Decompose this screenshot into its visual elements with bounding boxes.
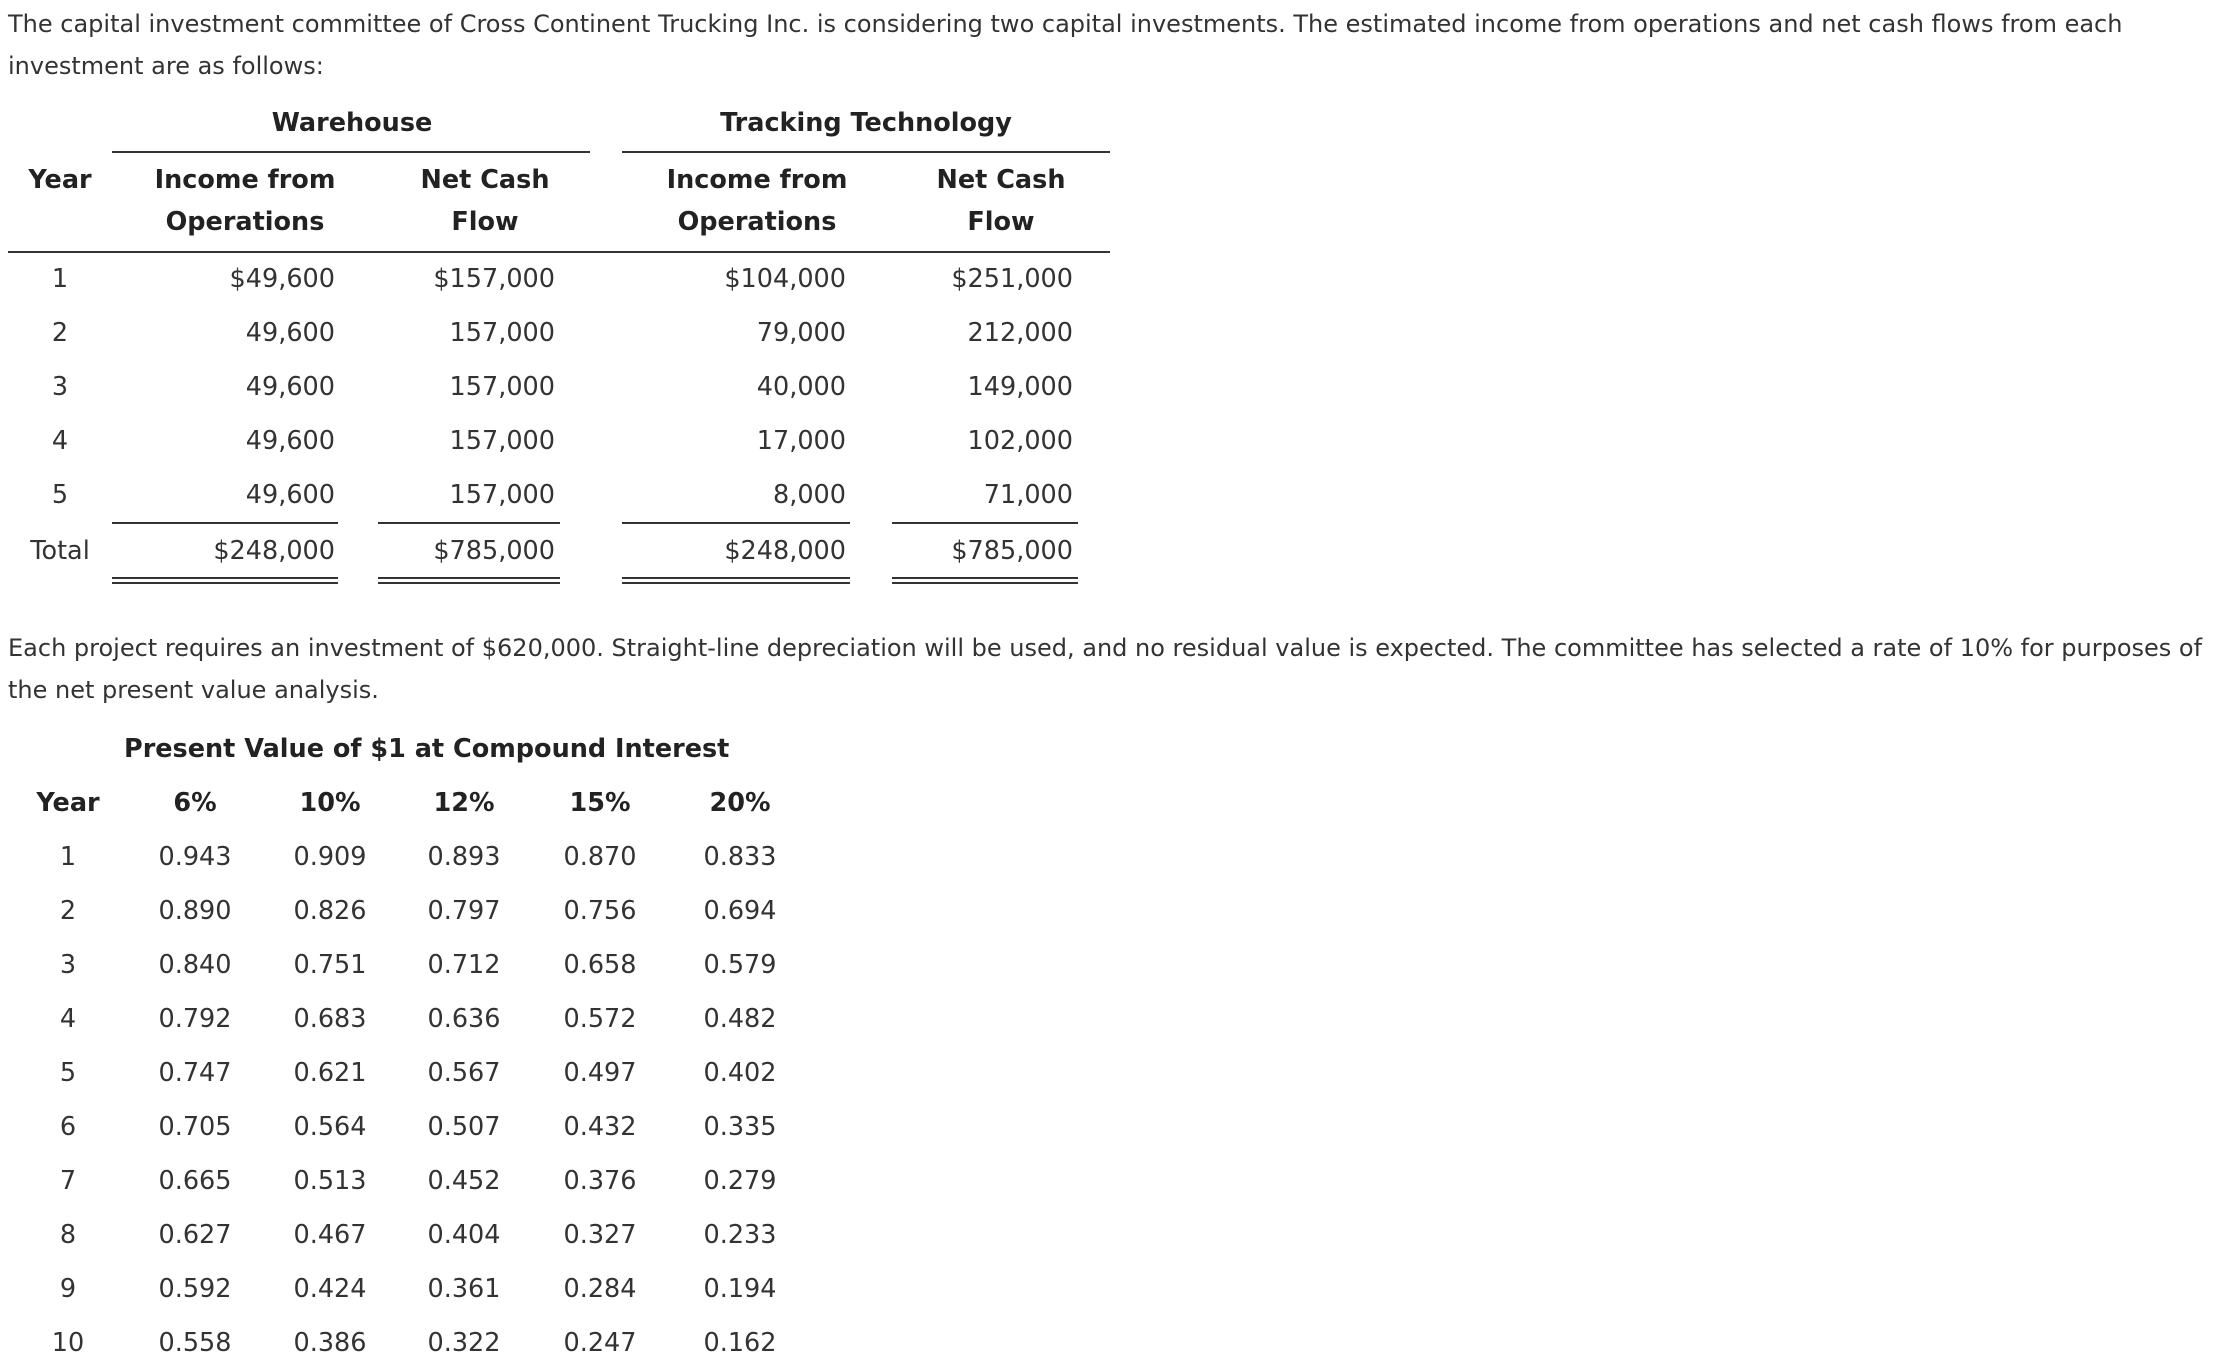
- pv-row-3-20pct: 0.579: [703, 950, 777, 980]
- row-1-t-income: $104,000: [724, 264, 846, 294]
- row-5-w-income: 49,600: [245, 480, 335, 510]
- row-4-w-cash: 157,000: [449, 426, 555, 456]
- pv-row-4-10pct: 0.683: [293, 1004, 367, 1034]
- pv-row-4-20pct: 0.482: [703, 1004, 777, 1034]
- pv-row-1-12pct: 0.893: [427, 842, 501, 872]
- pv-row-6-10pct: 0.564: [293, 1112, 367, 1142]
- pv-row-8-year: 8: [59, 1220, 77, 1250]
- pv-header-rate-15: 15%: [569, 788, 631, 818]
- pv-row-6-15pct: 0.432: [563, 1112, 637, 1142]
- pv-row-7-year: 7: [59, 1166, 77, 1196]
- pv-row-2-12pct: 0.797: [427, 896, 501, 926]
- pv-row-8-15pct: 0.327: [563, 1220, 637, 1250]
- pv-row-3-12pct: 0.712: [427, 950, 501, 980]
- row-3-w-cash: 157,000: [449, 372, 555, 402]
- pv-row-2-20pct: 0.694: [703, 896, 777, 926]
- tracking-rule: [622, 151, 1110, 153]
- pv-row-6-12pct: 0.507: [427, 1112, 501, 1142]
- pv-row-4-12pct: 0.636: [427, 1004, 501, 1034]
- header-rule: [8, 251, 1110, 253]
- pv-row-1-year: 1: [59, 842, 77, 872]
- pv-row-10-year: 10: [51, 1328, 85, 1358]
- subtotal-rule-t-income: [622, 522, 850, 524]
- pv-row-8-10pct: 0.467: [293, 1220, 367, 1250]
- pv-row-2-15pct: 0.756: [563, 896, 637, 926]
- row-3-w-income: 49,600: [245, 372, 335, 402]
- intro-paragraph: The capital investment committee of Cross Continent Trucking Inc. is considering two capital investments. The estimated income from operations and net cash flows from each investment are as follows:: [8, 10, 2123, 80]
- pv-row-5-year: 5: [59, 1058, 77, 1088]
- header-w-income-2: Operations: [165, 207, 325, 237]
- pv-row-7-6pct: 0.665: [158, 1166, 232, 1196]
- pv-header-rate-6: 6%: [173, 788, 217, 818]
- pv-row-8-6pct: 0.627: [158, 1220, 232, 1250]
- pv-row-1-15pct: 0.870: [563, 842, 637, 872]
- row-1-year: 1: [51, 264, 69, 294]
- pv-row-7-10pct: 0.513: [293, 1166, 367, 1196]
- row-3-t-income: 40,000: [756, 372, 846, 402]
- pv-row-10-15pct: 0.247: [563, 1328, 637, 1358]
- subtotal-rule-w-income: [112, 522, 338, 524]
- header-w-income-1: Income from: [154, 165, 336, 195]
- pv-row-8-12pct: 0.404: [427, 1220, 501, 1250]
- header-t-income-2: Operations: [677, 207, 837, 237]
- warehouse-rule: [112, 151, 590, 153]
- pv-row-7-15pct: 0.376: [563, 1166, 637, 1196]
- header-t-cash-1: Net Cash: [936, 165, 1066, 195]
- row-1-w-income: $49,600: [229, 264, 335, 294]
- row-5-t-income: 8,000: [772, 480, 846, 510]
- pv-row-5-12pct: 0.567: [427, 1058, 501, 1088]
- row-1-t-cash: $251,000: [951, 264, 1073, 294]
- group-header-warehouse: Warehouse: [271, 108, 433, 138]
- total-double-rule-t-cash: [892, 577, 1078, 584]
- pv-row-1-20pct: 0.833: [703, 842, 777, 872]
- pv-row-9-6pct: 0.592: [158, 1274, 232, 1304]
- pv-row-7-20pct: 0.279: [703, 1166, 777, 1196]
- pv-row-9-12pct: 0.361: [427, 1274, 501, 1304]
- pv-row-8-20pct: 0.233: [703, 1220, 777, 1250]
- pv-row-5-10pct: 0.621: [293, 1058, 367, 1088]
- header-year: Year: [28, 165, 92, 195]
- pv-header-rate-12: 12%: [433, 788, 495, 818]
- assumptions-paragraph: Each project requires an investment of $620,000. Straight-line depreciation will be used, and no residual value is expected. The committee has selected a rate of 10% for purposes of the net present value analysis.: [8, 634, 2203, 704]
- pv-row-9-15pct: 0.284: [563, 1274, 637, 1304]
- total-double-rule-w-cash: [378, 577, 560, 584]
- header-t-cash-2: Flow: [967, 207, 1035, 237]
- total-double-rule-w-income: [112, 577, 338, 584]
- total-label: Total: [30, 536, 90, 566]
- group-header-tracking: Tracking Technology: [720, 108, 1012, 138]
- total-double-rule-t-income: [622, 577, 850, 584]
- row-4-t-income: 17,000: [756, 426, 846, 456]
- pv-row-10-20pct: 0.162: [703, 1328, 777, 1358]
- row-2-t-cash: 212,000: [967, 318, 1073, 348]
- pv-row-9-year: 9: [59, 1274, 77, 1304]
- row-2-t-income: 79,000: [756, 318, 846, 348]
- row-2-w-cash: 157,000: [449, 318, 555, 348]
- subtotal-rule-w-cash: [378, 522, 560, 524]
- row-3-t-cash: 149,000: [967, 372, 1073, 402]
- pv-row-6-20pct: 0.335: [703, 1112, 777, 1142]
- row-2-w-income: 49,600: [245, 318, 335, 348]
- row-5-year: 5: [51, 480, 69, 510]
- row-4-t-cash: 102,000: [967, 426, 1073, 456]
- pv-row-6-year: 6: [59, 1112, 77, 1142]
- row-4-w-income: 49,600: [245, 426, 335, 456]
- total-w-cash: $785,000: [433, 536, 555, 566]
- pv-row-9-10pct: 0.424: [293, 1274, 367, 1304]
- pv-row-3-10pct: 0.751: [293, 950, 367, 980]
- pv-row-1-6pct: 0.943: [158, 842, 232, 872]
- row-1-w-cash: $157,000: [433, 264, 555, 294]
- row-5-t-cash: 71,000: [983, 480, 1073, 510]
- header-w-cash-2: Flow: [451, 207, 519, 237]
- row-3-year: 3: [51, 372, 69, 402]
- pv-row-2-10pct: 0.826: [293, 896, 367, 926]
- row-2-year: 2: [51, 318, 69, 348]
- pv-row-10-12pct: 0.322: [427, 1328, 501, 1358]
- pv-table-title: Present Value of $1 at Compound Interest: [124, 734, 730, 764]
- pv-header-year: Year: [36, 788, 100, 818]
- pv-row-3-year: 3: [59, 950, 77, 980]
- pv-row-10-6pct: 0.558: [158, 1328, 232, 1358]
- pv-row-3-6pct: 0.840: [158, 950, 232, 980]
- pv-row-2-6pct: 0.890: [158, 896, 232, 926]
- pv-row-4-6pct: 0.792: [158, 1004, 232, 1034]
- header-w-cash-1: Net Cash: [420, 165, 550, 195]
- row-5-w-cash: 157,000: [449, 480, 555, 510]
- pv-row-10-10pct: 0.386: [293, 1328, 367, 1358]
- header-t-income-1: Income from: [666, 165, 848, 195]
- pv-row-6-6pct: 0.705: [158, 1112, 232, 1142]
- total-t-cash: $785,000: [951, 536, 1073, 566]
- pv-row-5-20pct: 0.402: [703, 1058, 777, 1088]
- pv-row-7-12pct: 0.452: [427, 1166, 501, 1196]
- pv-header-rate-20: 20%: [709, 788, 771, 818]
- total-w-income: $248,000: [213, 536, 335, 566]
- pv-row-3-15pct: 0.658: [563, 950, 637, 980]
- pv-row-2-year: 2: [59, 896, 77, 926]
- pv-row-1-10pct: 0.909: [293, 842, 367, 872]
- subtotal-rule-t-cash: [892, 522, 1078, 524]
- pv-row-4-year: 4: [59, 1004, 77, 1034]
- pv-row-9-20pct: 0.194: [703, 1274, 777, 1304]
- row-4-year: 4: [51, 426, 69, 456]
- pv-row-4-15pct: 0.572: [563, 1004, 637, 1034]
- pv-row-5-6pct: 0.747: [158, 1058, 232, 1088]
- total-t-income: $248,000: [724, 536, 846, 566]
- pv-row-5-15pct: 0.497: [563, 1058, 637, 1088]
- pv-header-rate-10: 10%: [299, 788, 361, 818]
